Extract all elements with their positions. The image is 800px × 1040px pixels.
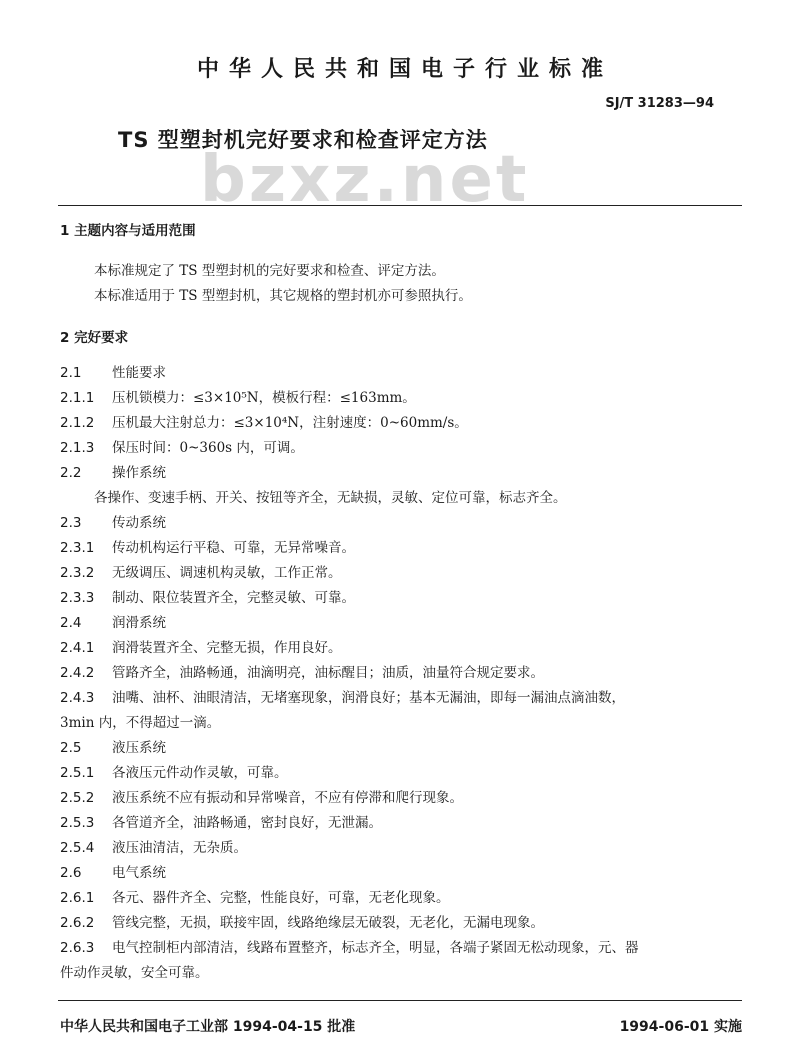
clause: [60, 614, 166, 632]
clause: [60, 589, 355, 607]
clause: [60, 889, 450, 907]
clause-text: 电气系统: [112, 865, 166, 881]
clause: [60, 364, 166, 382]
clause-number: 2.5.4: [60, 840, 95, 856]
clause-text: 液压油清洁，无杂质。: [112, 840, 247, 856]
clause-text: 润滑系统: [112, 615, 166, 631]
clause: [60, 739, 166, 757]
clause-text: 各元、器件齐全、完整，性能良好，可靠，无老化现象。: [112, 890, 450, 906]
clause-text: 压机最大注射总力：≤3×10⁴N，注射速度：0~60mm/s。: [112, 415, 468, 431]
watermark: bzxz.net: [200, 143, 530, 217]
clause-number: 2.4.1: [60, 640, 95, 656]
clause: [60, 564, 342, 582]
clause-text: 液压系统: [112, 740, 166, 756]
clause-number: 2.3: [60, 515, 82, 531]
clause-number: 2.3.3: [60, 590, 95, 606]
clause-text: 各液压元件动作灵敏，可靠。: [112, 765, 288, 781]
effective-date: 1994-06-01 实施: [619, 1019, 742, 1035]
clause-number: 2.6.1: [60, 890, 95, 906]
clause: [60, 414, 468, 432]
clause-number: 2.3.2: [60, 565, 95, 581]
clause: [60, 514, 166, 532]
paragraph: 本标准规定了 TS 型塑封机的完好要求和检查、评定方法。: [94, 263, 445, 279]
clause-number: 2.5.1: [60, 765, 95, 781]
paragraph: 本标准适用于 TS 型塑封机，其它规格的塑封机亦可参照执行。: [94, 288, 472, 304]
clause-number: 2.1: [60, 365, 82, 381]
clause: [60, 764, 288, 782]
clause: [60, 389, 416, 407]
clause: [60, 689, 625, 707]
clause-text: 传动机构运行平稳、可靠，无异常噪音。: [112, 540, 355, 556]
clause-text: 传动系统: [112, 515, 166, 531]
paragraph-continuation: 件动作灵敏，安全可靠。: [60, 965, 209, 981]
clause-text: 压机锁模力：≤3×10⁵N，模板行程：≤163mm。: [112, 390, 416, 406]
clause-text: 管路齐全，油路畅通，油滴明亮，油标醒目；油质，油量符合规定要求。: [112, 665, 544, 681]
clause-text: 保压时间：0~360s 内，可调。: [112, 440, 304, 456]
clause-number: 2.1.3: [60, 440, 95, 456]
clause: [60, 939, 639, 957]
clause: [60, 439, 304, 457]
clause-number: 2.1.2: [60, 415, 95, 431]
clause-number: 2.6.2: [60, 915, 95, 931]
clause-number: 2.6: [60, 865, 82, 881]
clause: [60, 639, 342, 657]
clause-number: 2.5.2: [60, 790, 95, 806]
clause-text: 润滑装置齐全、完整无损，作用良好。: [112, 640, 342, 656]
clause-text: 管线完整，无损，联接牢固，线路绝缘层无破裂，无老化，无漏电现象。: [112, 915, 544, 931]
clause-number: 2.6.3: [60, 940, 95, 956]
clause: [60, 839, 247, 857]
clause-text: 电气控制柜内部清洁，线路布置整齐，标志齐全，明显，各端子紧固无松动现象，元、器: [112, 940, 639, 956]
clause-text: 无级调压、调速机构灵敏，工作正常。: [112, 565, 342, 581]
clause-number: 2.5: [60, 740, 82, 756]
clause-text: 液压系统不应有振动和异常噪音，不应有停滞和爬行现象。: [112, 790, 463, 806]
clause-number: 2.1.1: [60, 390, 95, 406]
standard-category: 中华人民共和国电子行业标准: [196, 57, 613, 82]
clause: [60, 539, 355, 557]
clause-text: 油嘴、油杯、油眼清洁，无堵塞现象，润滑良好；基本无漏油，即每一漏油点滴油数，: [112, 690, 625, 706]
document-title: TS 型塑封机完好要求和检查评定方法: [118, 128, 488, 152]
standard-number: SJ/T 31283—94: [605, 96, 714, 111]
clause: [60, 864, 166, 882]
clause-text: 性能要求: [112, 365, 166, 381]
clause-number: 2.4: [60, 615, 82, 631]
clause-number: 2.5.3: [60, 815, 95, 831]
paragraph: 各操作、变速手柄、开关、按钮等齐全，无缺损，灵敏、定位可靠，标志齐全。: [94, 490, 567, 506]
section-heading: 1 主题内容与适用范围: [60, 223, 196, 239]
clause-text: 操作系统: [112, 465, 166, 481]
clause-text: 制动、限位装置齐全，完整灵敏、可靠。: [112, 590, 355, 606]
clause-number: 2.3.1: [60, 540, 95, 556]
section-heading: 2 完好要求: [60, 330, 129, 346]
clause-number: 2.2: [60, 465, 82, 481]
approval-note: 中华人民共和国电子工业部 1994-04-15 批准: [60, 1019, 356, 1035]
clause: [60, 814, 382, 832]
clause: [60, 914, 544, 932]
clause: [60, 664, 544, 682]
clause: [60, 789, 463, 807]
clause-text: 各管道齐全，油路畅通，密封良好，无泄漏。: [112, 815, 382, 831]
clause: [60, 464, 166, 482]
clause-number: 2.4.2: [60, 665, 95, 681]
footer-rule: [58, 1000, 742, 1001]
paragraph-continuation: 3min 内，不得超过一滴。: [60, 715, 221, 731]
clause-number: 2.4.3: [60, 690, 95, 706]
